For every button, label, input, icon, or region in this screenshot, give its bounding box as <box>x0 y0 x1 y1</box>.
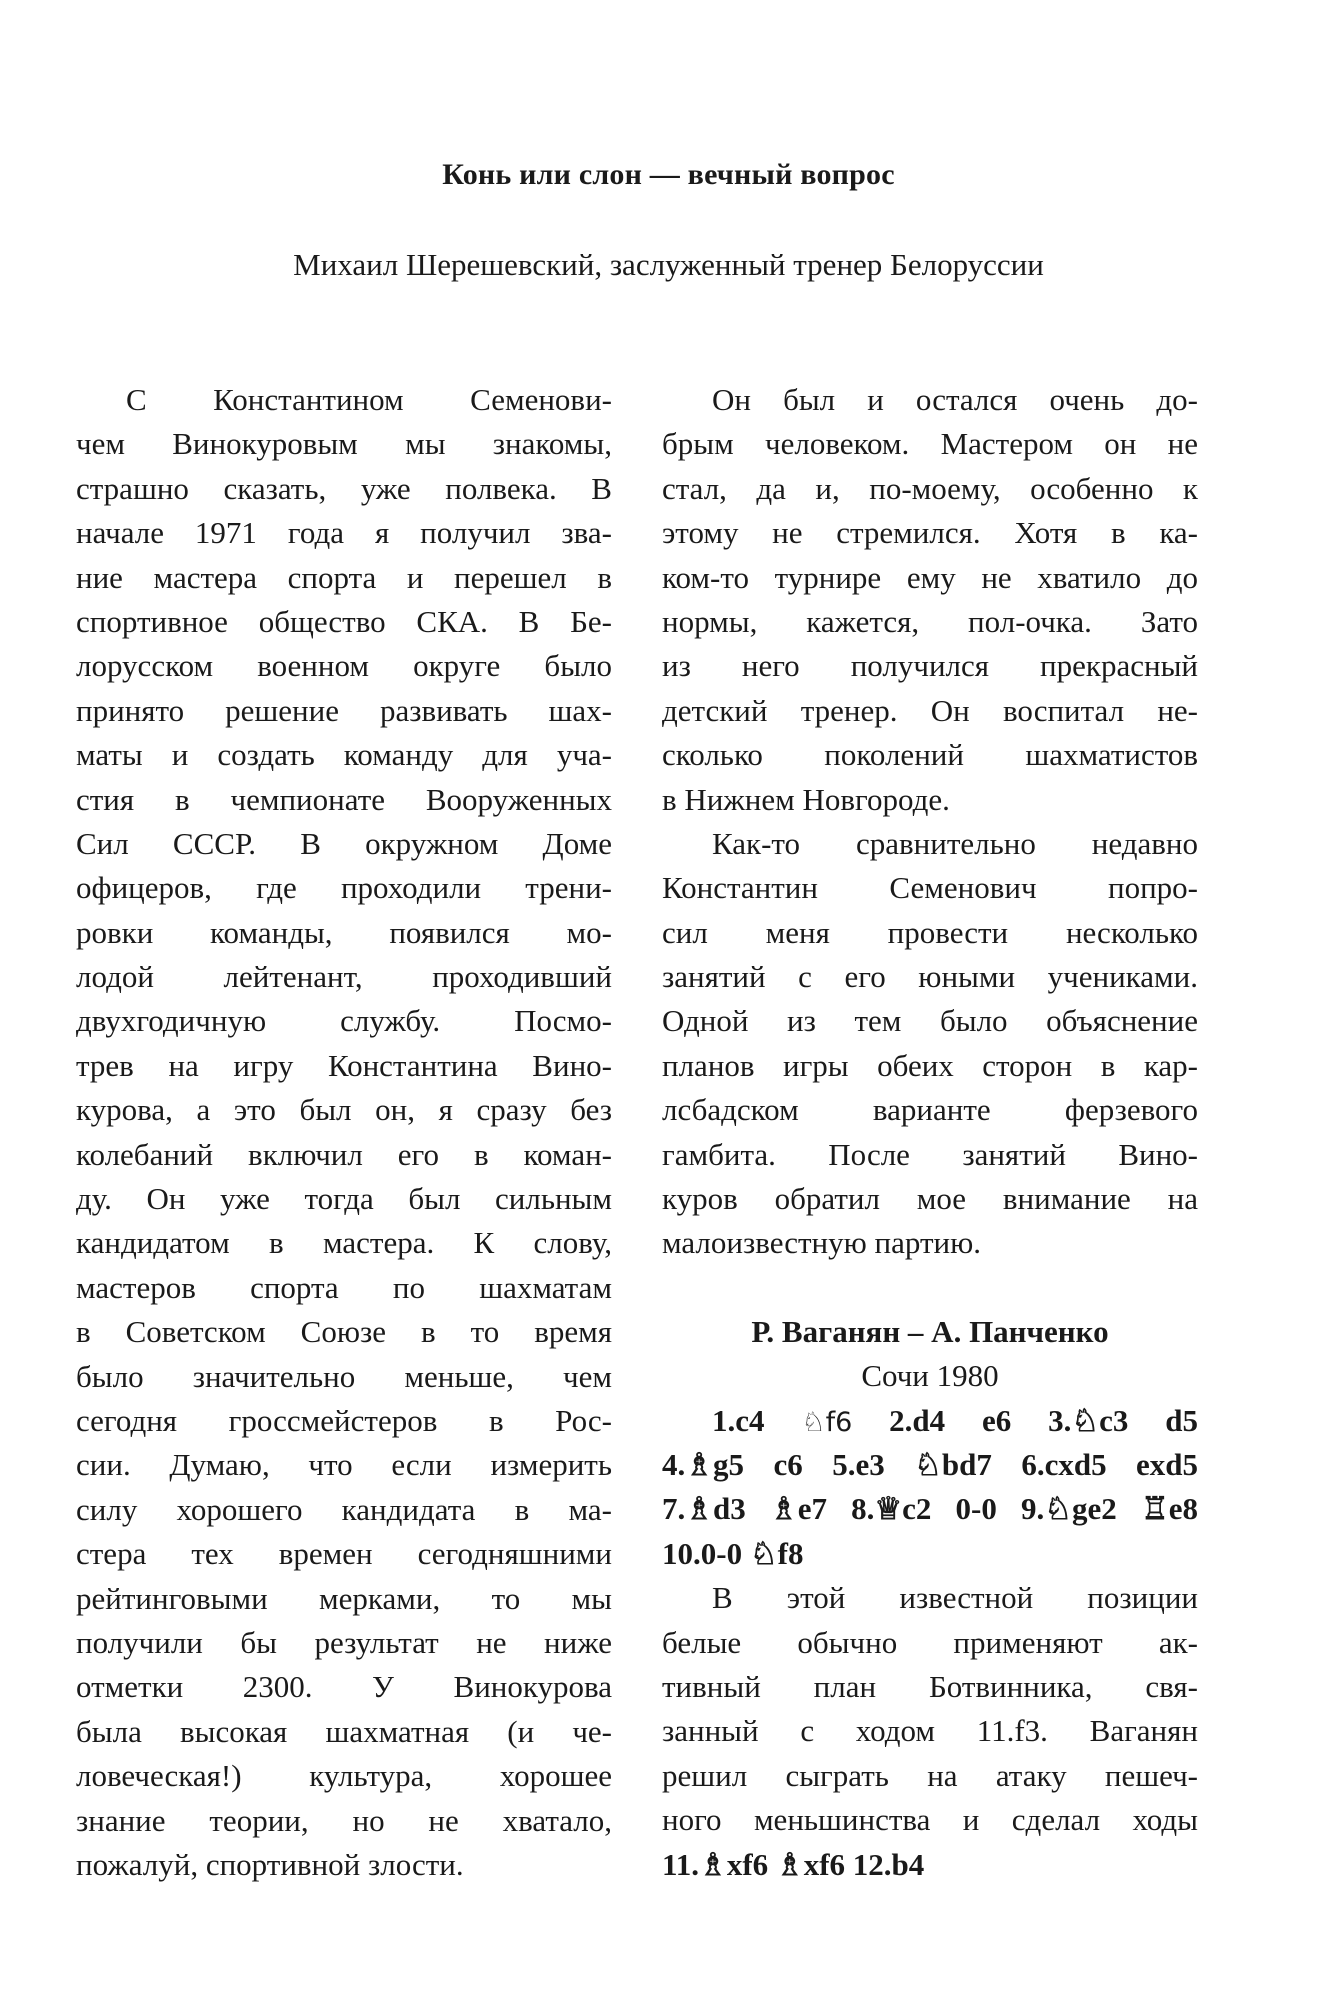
text-line: занятий с его юными учениками. <box>662 959 1198 995</box>
move: 10.0-0 <box>662 1535 743 1571</box>
game-moves-line <box>662 1487 1198 1531</box>
text-line: сегодня гроссмейстеров в Рос- <box>76 1402 612 1438</box>
text-line: Как-то сравнительно недавно <box>712 825 1198 861</box>
text-line: знание теории, но не хватало, <box>76 1802 612 1838</box>
text-line: в Советском Союзе в то время <box>76 1314 612 1350</box>
text-line: офицеров, где проходили трени- <box>76 870 612 906</box>
text-line: сколько поколений шахматистов <box>662 737 1198 773</box>
text-line: сии. Думаю, что если измерить <box>76 1447 612 1483</box>
article-title: Конь или слон — вечный вопрос <box>442 158 895 191</box>
text-line: лсбадском варианте ферзевого <box>662 1092 1198 1128</box>
move: 5.e3 <box>832 1446 885 1482</box>
game-moves-line <box>662 1843 1198 1887</box>
move: ♗e7 <box>769 1491 827 1527</box>
text-line: силу хорошего кандидата в ма- <box>76 1491 612 1527</box>
move: ♘bd7 <box>914 1446 992 1482</box>
text-line: ного меньшинства и сделал ходы <box>662 1802 1198 1838</box>
game-event: Сочи 1980 <box>861 1358 999 1394</box>
text-line: была высокая шахматная (и че- <box>76 1713 612 1749</box>
text-line: стал, да и, по-моему, особенно к <box>662 470 1198 506</box>
move: c6 <box>773 1446 803 1482</box>
text-line: нормы, кажется, пол-очка. Зато <box>662 603 1198 639</box>
text-line: куров обратил мое внимание на <box>662 1181 1198 1217</box>
move: e6 <box>981 1402 1012 1438</box>
text-line: ду. Он уже тогда был сильным <box>76 1181 612 1217</box>
text-line: пожалуй, спортивной злости. <box>76 1846 464 1882</box>
text-line: ловеческая!) культура, хорошее <box>76 1758 612 1794</box>
game-moves-line <box>662 1532 1198 1576</box>
move: 4.♗g5 <box>662 1446 745 1482</box>
text-line: страшно сказать, уже полвека. В <box>76 470 612 506</box>
text-line: Сил СССР. В окружном Доме <box>76 825 612 861</box>
text-line: принято решение развивать шах- <box>76 692 612 728</box>
text-line: двухгодичную службу. Посмо- <box>76 1003 612 1039</box>
text-line: С Константином Семенови- <box>126 382 612 417</box>
text-line: ком-то турнире ему не хватило до <box>662 559 1198 595</box>
text-line: спортивное общество СКА. В Бе- <box>76 603 612 639</box>
move: 7.♗d3 <box>662 1491 746 1527</box>
text-line: трев на игру Константина Вино- <box>76 1047 612 1083</box>
text-line: колебаний включил его в коман- <box>76 1136 612 1172</box>
text-line: получили бы результат не ниже <box>76 1624 612 1660</box>
text-line: занный с ходом 11.f3. Ваганян <box>662 1713 1198 1749</box>
text-line: планов игры обеих сторон в кар- <box>662 1047 1198 1083</box>
text-line: Константин Семенович попро- <box>662 870 1198 906</box>
text-line: из него получился прекрасный <box>662 648 1198 684</box>
text-line: белые обычно применяют ак- <box>662 1624 1198 1660</box>
text-line: лодой лейтенант, проходивший <box>76 959 612 995</box>
game-players: Р. Ваганян – А. Панченко <box>751 1313 1109 1349</box>
move: d5 <box>1165 1402 1199 1438</box>
left-column <box>76 378 612 1887</box>
text-line: маты и создать команду для уча- <box>76 737 612 773</box>
move: 12.b4 <box>852 1846 925 1882</box>
text-line: лорусском военном округе было <box>76 648 612 684</box>
move: ♗xf6 <box>775 1846 846 1882</box>
move: 11.♗xf6 <box>662 1846 769 1882</box>
move: 8.♕c2 <box>851 1491 932 1527</box>
text-line: сил меня провести несколько <box>662 914 1198 950</box>
text-line: гамбита. После занятий Вино- <box>662 1136 1198 1172</box>
move: exd5 <box>1136 1446 1199 1482</box>
text-line: решил сыграть на атаку пешеч- <box>662 1757 1198 1793</box>
text-line: отметки 2300. У Винокурова <box>76 1669 612 1705</box>
move: ♘f6 <box>801 1406 853 1438</box>
text-line: В этой известной позиции <box>712 1580 1198 1616</box>
move: ♖e8 <box>1140 1491 1198 1527</box>
text-line: Одной из тем было объяснение <box>662 1003 1198 1039</box>
move: 3.♘c3 <box>1048 1402 1129 1438</box>
text-line: мастеров спорта по шахматам <box>76 1269 612 1305</box>
text-line: ние мастера спорта и перешел в <box>76 559 612 595</box>
text-line: Он был и остался очень до- <box>712 382 1198 417</box>
move: 9.♘ge2 <box>1021 1491 1117 1527</box>
text-line: детский тренер. Он воспитал не- <box>662 692 1198 728</box>
text-line: брым человеком. Мастером он не <box>662 426 1198 462</box>
text-line: было значительно меньше, чем <box>76 1358 612 1394</box>
move: 2.d4 <box>889 1402 946 1438</box>
text-line: малоизвестную партию. <box>662 1225 982 1261</box>
move: 6.cxd5 <box>1021 1446 1107 1482</box>
text-line: ровки команды, появился мо- <box>76 914 612 950</box>
text-line: начале 1971 года я получил зва- <box>76 515 612 551</box>
text-line: рейтинговыми мерками, то мы <box>76 1580 612 1616</box>
text-line: кандидатом в мастера. К слову, <box>76 1225 612 1261</box>
text-line: в Нижнем Новгороде. <box>662 781 950 817</box>
move: ♘f8 <box>749 1535 804 1571</box>
text-line: тивный план Ботвинника, свя- <box>662 1668 1198 1704</box>
game-moves-line <box>662 1443 1198 1487</box>
text-line: чем Винокуровым мы знакомы, <box>76 426 612 462</box>
text-line: стера тех времен сегодняшними <box>76 1536 612 1572</box>
move: 1.c4 <box>712 1402 765 1438</box>
article-byline: Михаил Шерешевский, заслуженный тренер Белоруссии <box>293 247 1044 282</box>
text-line: стия в чемпионате Вооруженных <box>76 781 612 817</box>
game-moves-line <box>662 1399 1198 1443</box>
move: 0-0 <box>955 1491 997 1527</box>
text-line: этому не стремился. Хотя в ка- <box>662 515 1198 551</box>
right-column <box>662 378 1198 1887</box>
text-line: курова, а это был он, я сразу без <box>76 1092 612 1128</box>
